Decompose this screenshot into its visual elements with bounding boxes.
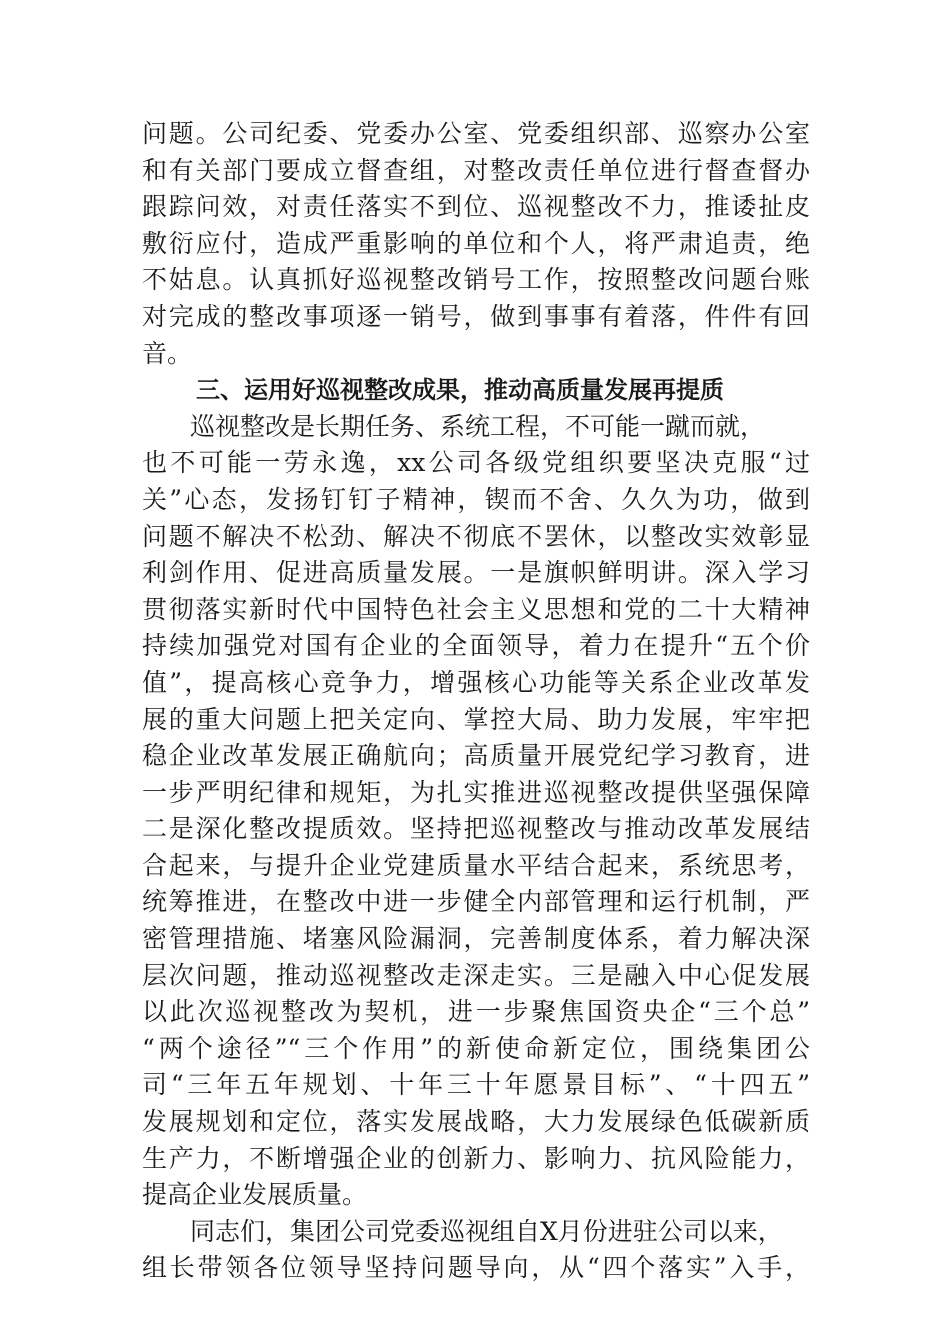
- body-text-line: 以此次巡视整改为契机，进一步聚焦国资央企“三个总”: [142, 997, 810, 1027]
- body-text-line: “两个途径”“三个作用”的新使命新定位，围绕集团公: [142, 1033, 810, 1063]
- body-text-line: 提高企业发展质量。: [142, 1180, 368, 1210]
- body-text-line: 一步严明纪律和规矩，为扎实推进巡视整改提供坚强保障: [142, 777, 810, 807]
- body-text-line: 层次问题，推动巡视整改走深走实。三是融入中心促发展: [142, 960, 810, 990]
- document-page: [142, 116, 810, 1287]
- body-text-line: 问题不解决不松劲、解决不彻底不罢休，以整改实效彰显: [142, 521, 810, 551]
- body-text-line: 密管理措施、堵塞风险漏洞，完善制度体系，着力解决深: [142, 924, 810, 954]
- body-text-line: 组长带领各位领导坚持问题导向，从“四个落实”入手，: [142, 1253, 810, 1283]
- body-text-line: 合起来，与提升企业党建质量水平结合起来，系统思考，: [142, 850, 810, 880]
- body-text-line: 持续加强党对国有企业的全面领导，着力在提升“五个价: [142, 631, 810, 661]
- body-text-line: 关”心态，发扬钉钉子精神，锲而不舍、久久为功，做到: [142, 484, 810, 514]
- body-text-line: 音。: [142, 338, 193, 368]
- body-text-line: 利剑作用、促进高质量发展。一是旗帜鲜明讲。深入学习: [142, 558, 810, 588]
- paragraph-first-line: 巡视整改是长期任务、系统工程，不可能一蹴而就，: [190, 411, 766, 441]
- body-text-line: 发展规划和定位，落实发展战略，大力发展绿色低碳新质: [142, 1107, 810, 1137]
- body-text-line: 生产力，不断增强企业的创新力、影响力、抗风险能力，: [142, 1143, 810, 1173]
- section-heading: 三、运用好巡视整改成果，推动高质量发展再提质: [196, 376, 724, 405]
- body-text-line: 问题。公司纪委、党委办公室、党委组织部、巡察办公室: [142, 119, 810, 148]
- body-text-line: 贯彻落实新时代中国特色社会主义思想和党的二十大精神: [142, 594, 810, 624]
- body-text-line: 值”，提高核心竞争力，增强核心功能等关系企业改革发: [142, 667, 810, 697]
- body-text-line: 对完成的整改事项逐一销号，做到事事有着落，件件有回: [142, 301, 810, 331]
- body-text-line: 敷衍应付，造成严重影响的单位和个人，将严肃追责，绝: [142, 228, 810, 258]
- body-text-line: 统筹推进，在整改中进一步健全内部管理和运行机制，严: [142, 887, 810, 917]
- body-text-line: 不姑息。认真抓好巡视整改销号工作，按照整改问题台账: [142, 265, 810, 295]
- body-text-line: 跟踪问效，对责任落实不到位、巡视整改不力，推诿扯皮: [142, 192, 810, 222]
- body-text-line: 展的重大问题上把关定向、掌控大局、助力发展，牢牢把: [142, 704, 810, 734]
- body-text-line: 二是深化整改提质效。坚持把巡视整改与推动改革发展结: [142, 814, 810, 844]
- paragraph-first-line: 同志们，集团公司党委巡视组自X月份进驻公司以来，: [190, 1216, 783, 1246]
- body-text-line: 也不可能一劳永逸，xx公司各级党组织要坚决克服“过: [142, 448, 810, 478]
- body-text-line: 和有关部门要成立督查组，对整改责任单位进行督查督办: [142, 155, 810, 185]
- body-text-line: 司“三年五年规划、十年三十年愿景目标”、“十四五”: [142, 1070, 810, 1100]
- body-text-line: 稳企业改革发展正确航向；高质量开展党纪学习教育，进: [142, 741, 810, 771]
